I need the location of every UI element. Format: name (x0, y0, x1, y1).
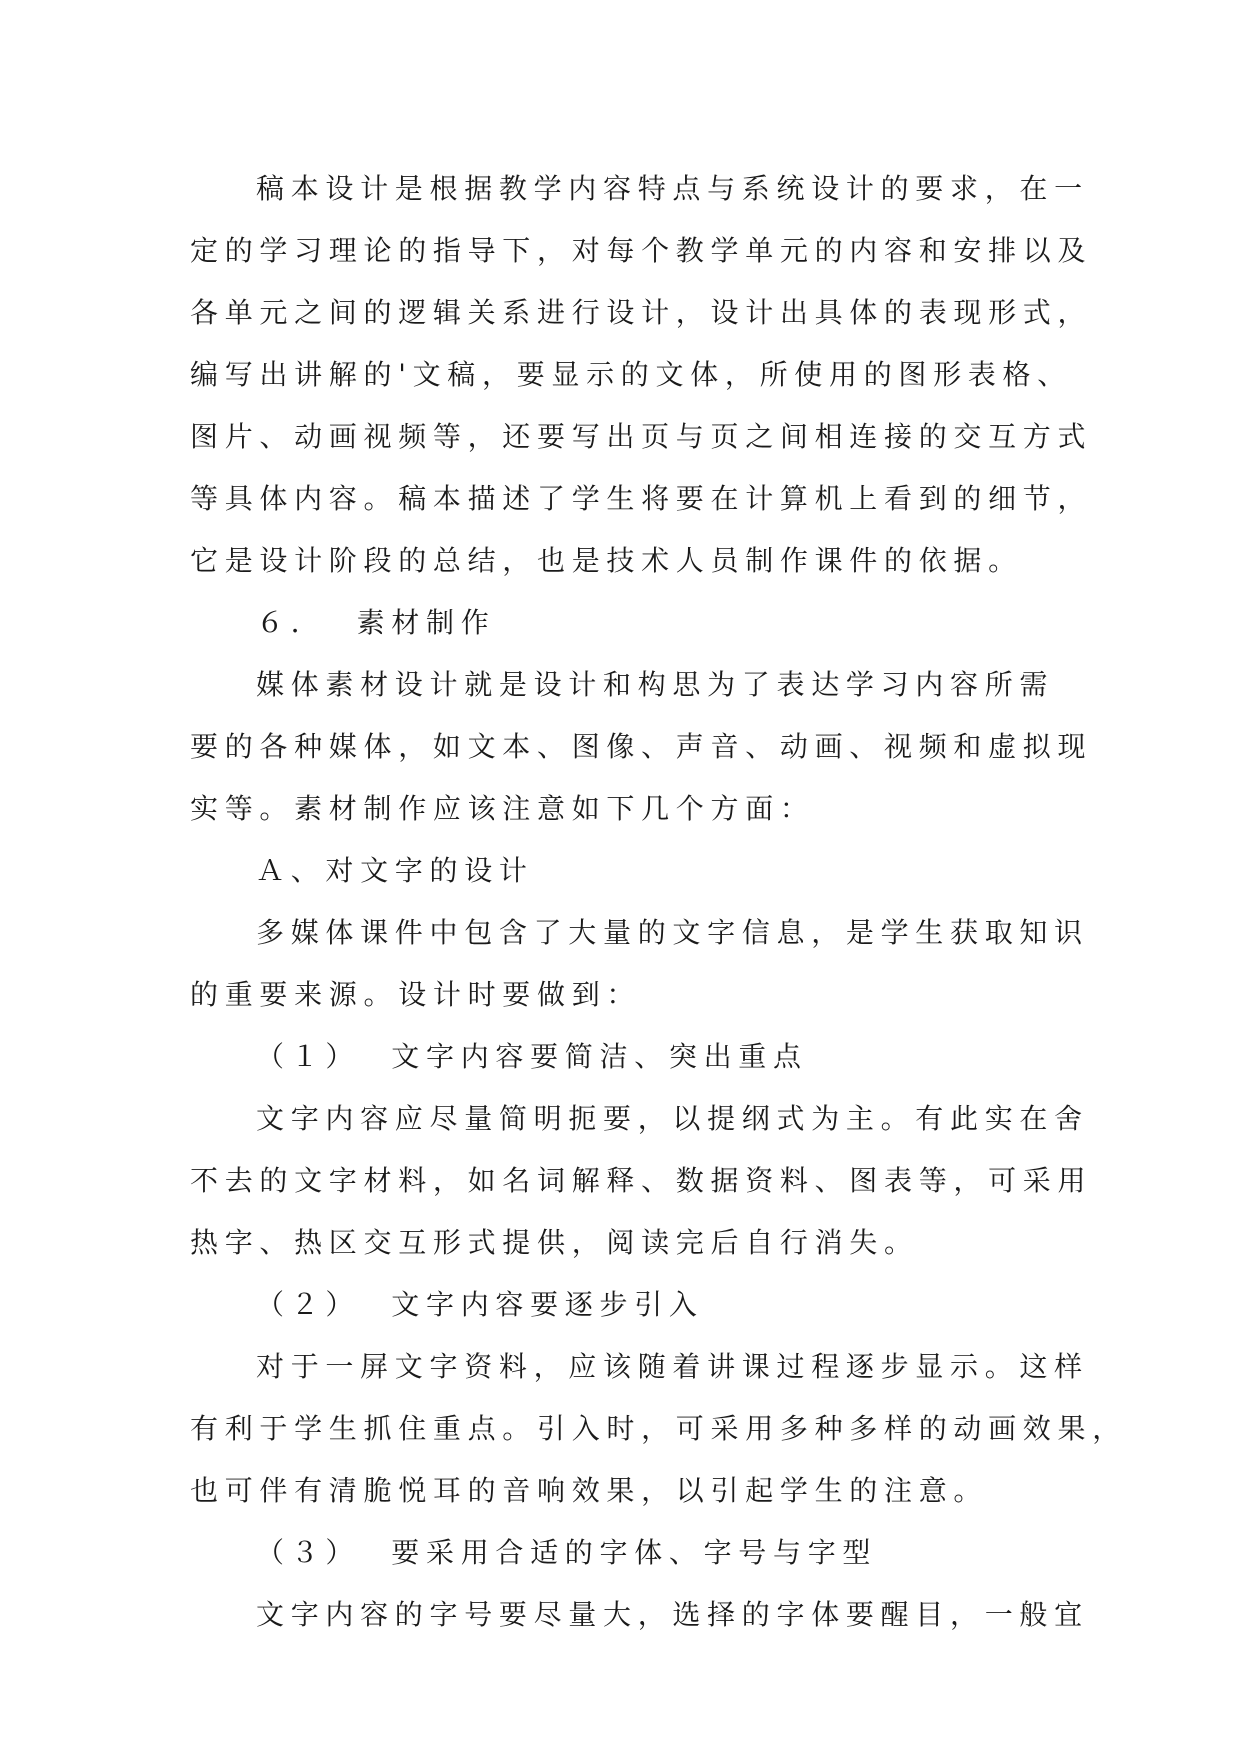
paragraph-line: 图片、动画视频等，还要写出页与页之间相连接的交互方式 (190, 420, 1093, 453)
paragraph-first-line: 媒体素材设计就是设计和构思为了表达学习内容所需 (256, 668, 1055, 701)
paragraph-line: 有利于学生抓住重点。引入时，可采用多种多样的动画效果， (190, 1412, 1127, 1445)
paragraph-line: 的重要来源。设计时要做到： (190, 978, 642, 1011)
paragraph-line: 实等。素材制作应该注意如下几个方面： (190, 792, 815, 825)
list-item-heading: （２） 文字内容要逐步引入 (256, 1288, 704, 1321)
subsection-heading: Ａ、对文字的设计 (256, 854, 534, 887)
paragraph-first-line: 文字内容的字号要尽量大，选择的字体要醒目，一般宜 (256, 1598, 1089, 1631)
document-body (190, 158, 1127, 1646)
paragraph-line: 它是设计阶段的总结，也是技术人员制作课件的依据。 (190, 544, 1023, 577)
paragraph-line: 编写出讲解的'文稿，要显示的文体，所使用的图形表格、 (190, 358, 1072, 391)
section-heading: ６． 素材制作 (256, 606, 496, 639)
paragraph-line: 各单元之间的逻辑关系进行设计，设计出具体的表现形式， (190, 296, 1093, 329)
list-item-heading: （３） 要采用合适的字体、字号与字型 (256, 1536, 878, 1569)
paragraph-line: 不去的文字材料，如名词解释、数据资料、图表等，可采用 (190, 1164, 1093, 1197)
paragraph-first-line: 稿本设计是根据教学内容特点与系统设计的要求，在一 (256, 172, 1089, 205)
paragraph-line: 热字、热区交互形式提供，阅读完后自行消失。 (190, 1226, 919, 1259)
paragraph-line: 要的各种媒体，如文本、图像、声音、动画、视频和虚拟现 (190, 730, 1093, 763)
paragraph-first-line: 对于一屏文字资料，应该随着讲课过程逐步显示。这样 (256, 1350, 1089, 1383)
list-item-heading: （１） 文字内容要简洁、突出重点 (256, 1040, 808, 1073)
paragraph-first-line: 文字内容应尽量简明扼要，以提纲式为主。有此实在舍 (256, 1102, 1089, 1135)
paragraph-line: 也可伴有清脆悦耳的音响效果，以引起学生的注意。 (190, 1474, 989, 1507)
paragraph-first-line: 多媒体课件中包含了大量的文字信息，是学生获取知识 (256, 916, 1089, 949)
paragraph-line: 等具体内容。稿本描述了学生将要在计算机上看到的细节， (190, 482, 1093, 515)
paragraph-line: 定的学习理论的指导下，对每个教学单元的内容和安排以及 (190, 234, 1093, 267)
